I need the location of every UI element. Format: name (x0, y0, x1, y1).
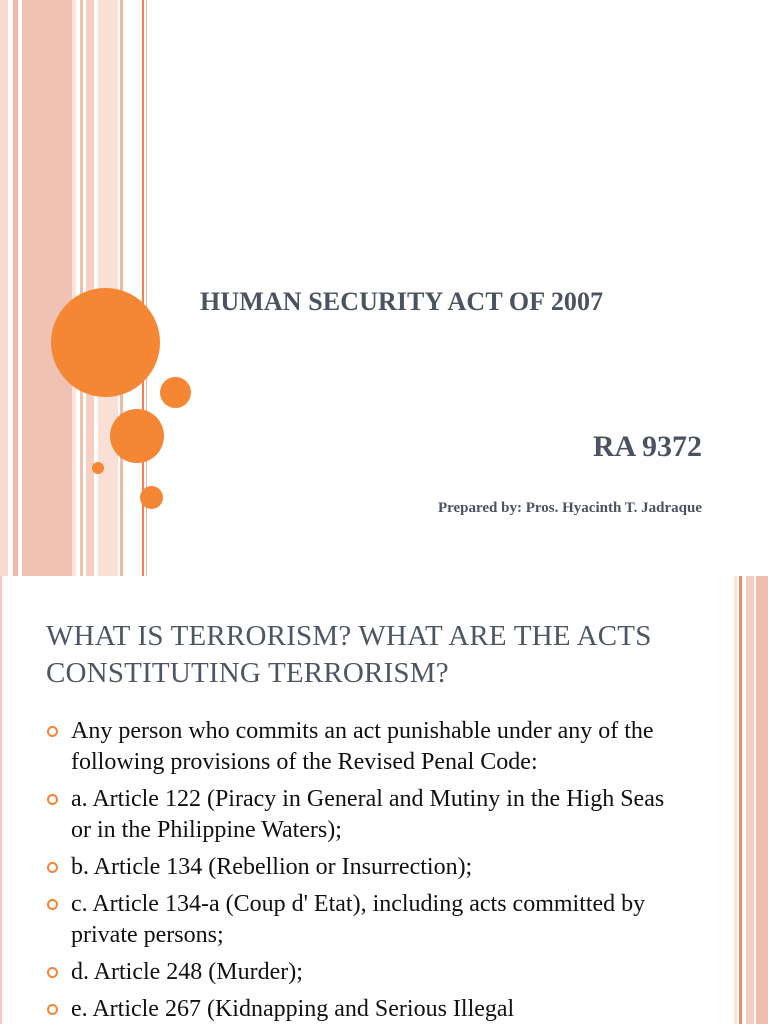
bullet-circle-icon (47, 862, 58, 873)
decorative-stripe (734, 576, 737, 1024)
bullet-circle-icon (47, 726, 58, 737)
slide-title: HUMAN SECURITY ACT OF 2007 (200, 287, 604, 316)
slide-heading: WHAT IS TERRORISM? WHAT ARE THE ACTS CONSTITUTING TERRORISM? (46, 620, 652, 689)
slide-subtitle: RA 9372 (592, 430, 702, 463)
decorative-stripe (72, 0, 76, 576)
list-item (46, 957, 686, 988)
list-item (46, 994, 686, 1024)
bullet-list (46, 716, 686, 1024)
decorative-circle-small (140, 486, 163, 509)
decorative-stripe (80, 0, 83, 576)
bullet-text: Any person who commits an act punishable under any of the following provisions of the Revised Penal Code: (71, 718, 654, 775)
list-item (46, 784, 686, 846)
list-item (46, 852, 686, 883)
prepared-by-text: Prepared by: Pros. Hyacinth T. Jadraque (437, 500, 702, 516)
bullet-text: d. Article 248 (Murder); (71, 959, 303, 985)
list-item (46, 889, 686, 951)
decorative-stripe (22, 0, 72, 576)
bullet-circle-icon (47, 899, 58, 910)
decorative-stripe (0, 0, 8, 576)
decorative-circle-tiny (92, 462, 104, 474)
decorative-stripe (746, 576, 754, 1024)
list-item (46, 716, 686, 778)
content-slide (0, 576, 768, 1024)
decorative-circle-small (160, 377, 191, 408)
bullet-circle-icon (47, 967, 58, 978)
bullet-text: a. Article 122 (Piracy in General and Mutiny in the High Seas or in the Philippine Waters); (71, 786, 665, 843)
bullet-text: c. Article 134-a (Coup d' Etat), including acts committed by private persons; (71, 891, 646, 948)
decorative-circle-large (51, 288, 160, 397)
decorative-stripe (13, 0, 18, 576)
bullet-circle-icon (47, 1004, 58, 1015)
bullet-text: e. Article 267 (Kidnapping and Serious Illegal (71, 996, 515, 1022)
decorative-circle-medium (110, 409, 164, 463)
decorative-stripe (756, 576, 768, 1024)
decorative-stripe (0, 576, 2, 1024)
bullet-circle-icon (47, 794, 58, 805)
decorative-stripe (86, 0, 94, 576)
bullet-text: b. Article 134 (Rebellion or Insurrection); (71, 854, 473, 880)
decorative-stripe (120, 0, 123, 576)
decorative-stripe (739, 576, 742, 1024)
